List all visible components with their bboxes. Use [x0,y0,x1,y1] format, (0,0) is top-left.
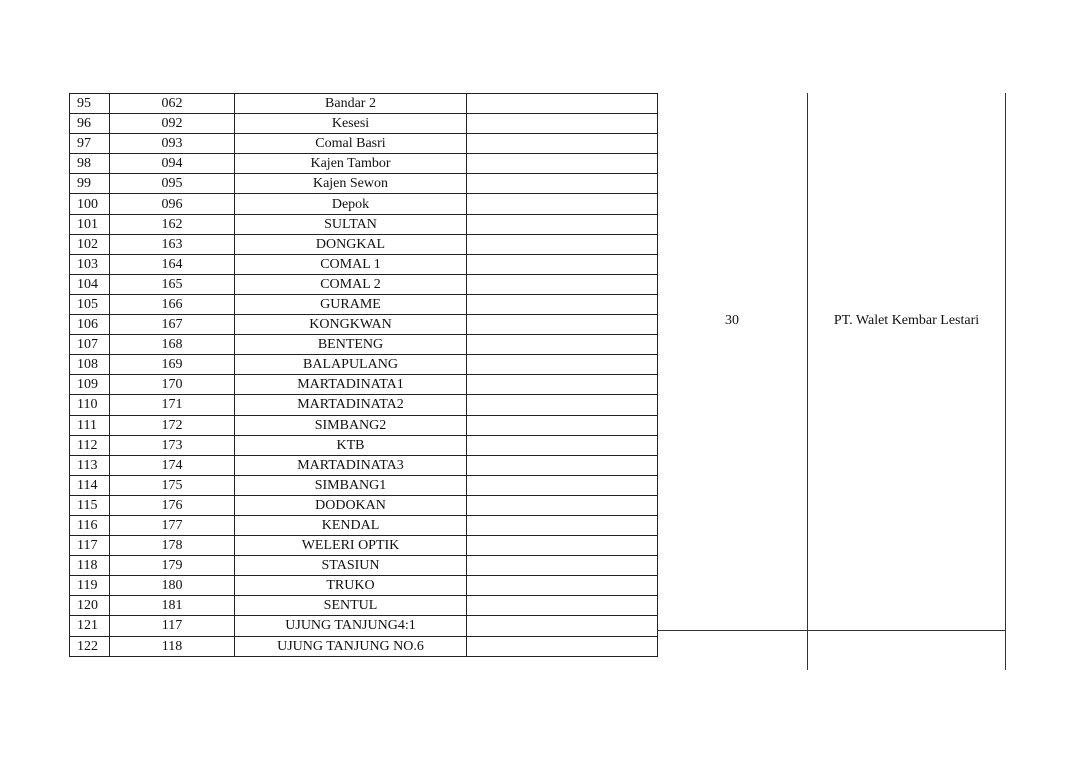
cell-name: BENTENG [235,335,467,355]
column-divider-left [807,93,808,670]
cell-no: 121 [70,616,110,636]
cell-no: 103 [70,254,110,274]
cell-code: 173 [110,435,235,455]
cell-code: 094 [110,154,235,174]
cell-name: SIMBANG1 [235,475,467,495]
cell-code: 096 [110,194,235,214]
cell-name: DODOKAN [235,495,467,515]
cell-no: 95 [70,94,110,114]
cell-no: 105 [70,294,110,314]
cell-no: 97 [70,134,110,154]
cell-empty [467,335,658,355]
table-row [70,274,658,294]
table-row [70,556,658,576]
cell-empty [467,536,658,556]
cell-empty [467,355,658,375]
cell-no: 102 [70,234,110,254]
cell-code: 118 [110,636,235,656]
cell-name: KONGKWAN [235,315,467,335]
cell-code: 167 [110,315,235,335]
cell-code: 172 [110,415,235,435]
cell-name: TRUKO [235,576,467,596]
cell-name: Kesesi [235,114,467,134]
cell-code: 062 [110,94,235,114]
cell-no: 113 [70,455,110,475]
cell-name: SULTAN [235,214,467,234]
table-row [70,234,658,254]
cell-code: 092 [110,114,235,134]
cell-empty [467,114,658,134]
table-row [70,636,658,656]
cell-name: UJUNG TANJUNG NO.6 [235,636,467,656]
cell-name: SENTUL [235,596,467,616]
table-row [70,455,658,475]
table-row [70,375,658,395]
table-row [70,335,658,355]
cell-empty [467,375,658,395]
cell-name: Kajen Tambor [235,154,467,174]
cell-name: BALAPULANG [235,355,467,375]
cell-name: KTB [235,435,467,455]
table-row [70,94,658,114]
table-row [70,395,658,415]
cell-name: MARTADINATA2 [235,395,467,415]
cell-empty [467,475,658,495]
cell-name: Comal Basri [235,134,467,154]
merged-count-cell: 30 [725,313,739,328]
cell-code: 163 [110,234,235,254]
cell-no: 110 [70,395,110,415]
cell-empty [467,556,658,576]
cell-name: SIMBANG2 [235,415,467,435]
cell-no: 96 [70,114,110,134]
cell-code: 162 [110,214,235,234]
data-table [69,93,658,657]
cell-code: 117 [110,616,235,636]
cell-code: 164 [110,254,235,274]
column-divider-right [1005,93,1006,670]
cell-empty [467,395,658,415]
cell-code: 181 [110,596,235,616]
cell-no: 111 [70,415,110,435]
table-row [70,154,658,174]
cell-no: 107 [70,335,110,355]
table-row [70,294,658,314]
cell-name: KENDAL [235,515,467,535]
cell-name: COMAL 1 [235,254,467,274]
cell-empty [467,154,658,174]
table-row [70,536,658,556]
cell-name: Kajen Sewon [235,174,467,194]
cell-name: MARTADINATA3 [235,455,467,475]
cell-empty [467,234,658,254]
cell-empty [467,415,658,435]
cell-no: 118 [70,556,110,576]
cell-code: 093 [110,134,235,154]
cell-empty [467,254,658,274]
cell-no: 114 [70,475,110,495]
cell-empty [467,515,658,535]
cell-empty [467,596,658,616]
cell-code: 178 [110,536,235,556]
table-row [70,616,658,636]
cell-empty [467,636,658,656]
cell-name: Depok [235,194,467,214]
cell-no: 120 [70,596,110,616]
cell-no: 117 [70,536,110,556]
cell-no: 109 [70,375,110,395]
cell-empty [467,194,658,214]
cell-empty [467,214,658,234]
cell-name: STASIUN [235,556,467,576]
table-row [70,114,658,134]
cell-name: MARTADINATA1 [235,375,467,395]
table-row [70,134,658,154]
table-row [70,355,658,375]
table-row [70,194,658,214]
cell-empty [467,274,658,294]
cell-no: 101 [70,214,110,234]
cell-empty [467,435,658,455]
cell-name: Bandar 2 [235,94,467,114]
cell-no: 99 [70,174,110,194]
cell-name: DONGKAL [235,234,467,254]
cell-code: 177 [110,515,235,535]
cell-empty [467,576,658,596]
cell-code: 179 [110,556,235,576]
cell-code: 180 [110,576,235,596]
cell-name: UJUNG TANJUNG4:1 [235,616,467,636]
table-row [70,495,658,515]
table-row [70,596,658,616]
table-row [70,475,658,495]
cell-code: 170 [110,375,235,395]
cell-no: 98 [70,154,110,174]
table-row [70,214,658,234]
merged-company-cell: PT. Walet Kembar Lestari [833,313,980,328]
section-divider [657,630,1005,631]
cell-no: 100 [70,194,110,214]
cell-empty [467,294,658,314]
table-row [70,415,658,435]
cell-code: 095 [110,174,235,194]
table-row [70,174,658,194]
cell-code: 169 [110,355,235,375]
cell-empty [467,616,658,636]
cell-code: 175 [110,475,235,495]
cell-no: 115 [70,495,110,515]
table-body [70,94,658,657]
cell-empty [467,455,658,475]
cell-code: 171 [110,395,235,415]
cell-empty [467,174,658,194]
cell-empty [467,315,658,335]
cell-no: 104 [70,274,110,294]
cell-empty [467,495,658,515]
table-row [70,576,658,596]
cell-no: 106 [70,315,110,335]
table-row [70,254,658,274]
cell-no: 122 [70,636,110,656]
cell-empty [467,134,658,154]
cell-code: 176 [110,495,235,515]
table-row [70,515,658,535]
cell-name: WELERI OPTIK [235,536,467,556]
cell-no: 119 [70,576,110,596]
cell-code: 165 [110,274,235,294]
cell-empty [467,94,658,114]
table-row [70,435,658,455]
table-row [70,315,658,335]
cell-code: 174 [110,455,235,475]
cell-code: 168 [110,335,235,355]
cell-name: COMAL 2 [235,274,467,294]
cell-code: 166 [110,294,235,314]
cell-name: GURAME [235,294,467,314]
cell-no: 116 [70,515,110,535]
cell-no: 112 [70,435,110,455]
cell-no: 108 [70,355,110,375]
